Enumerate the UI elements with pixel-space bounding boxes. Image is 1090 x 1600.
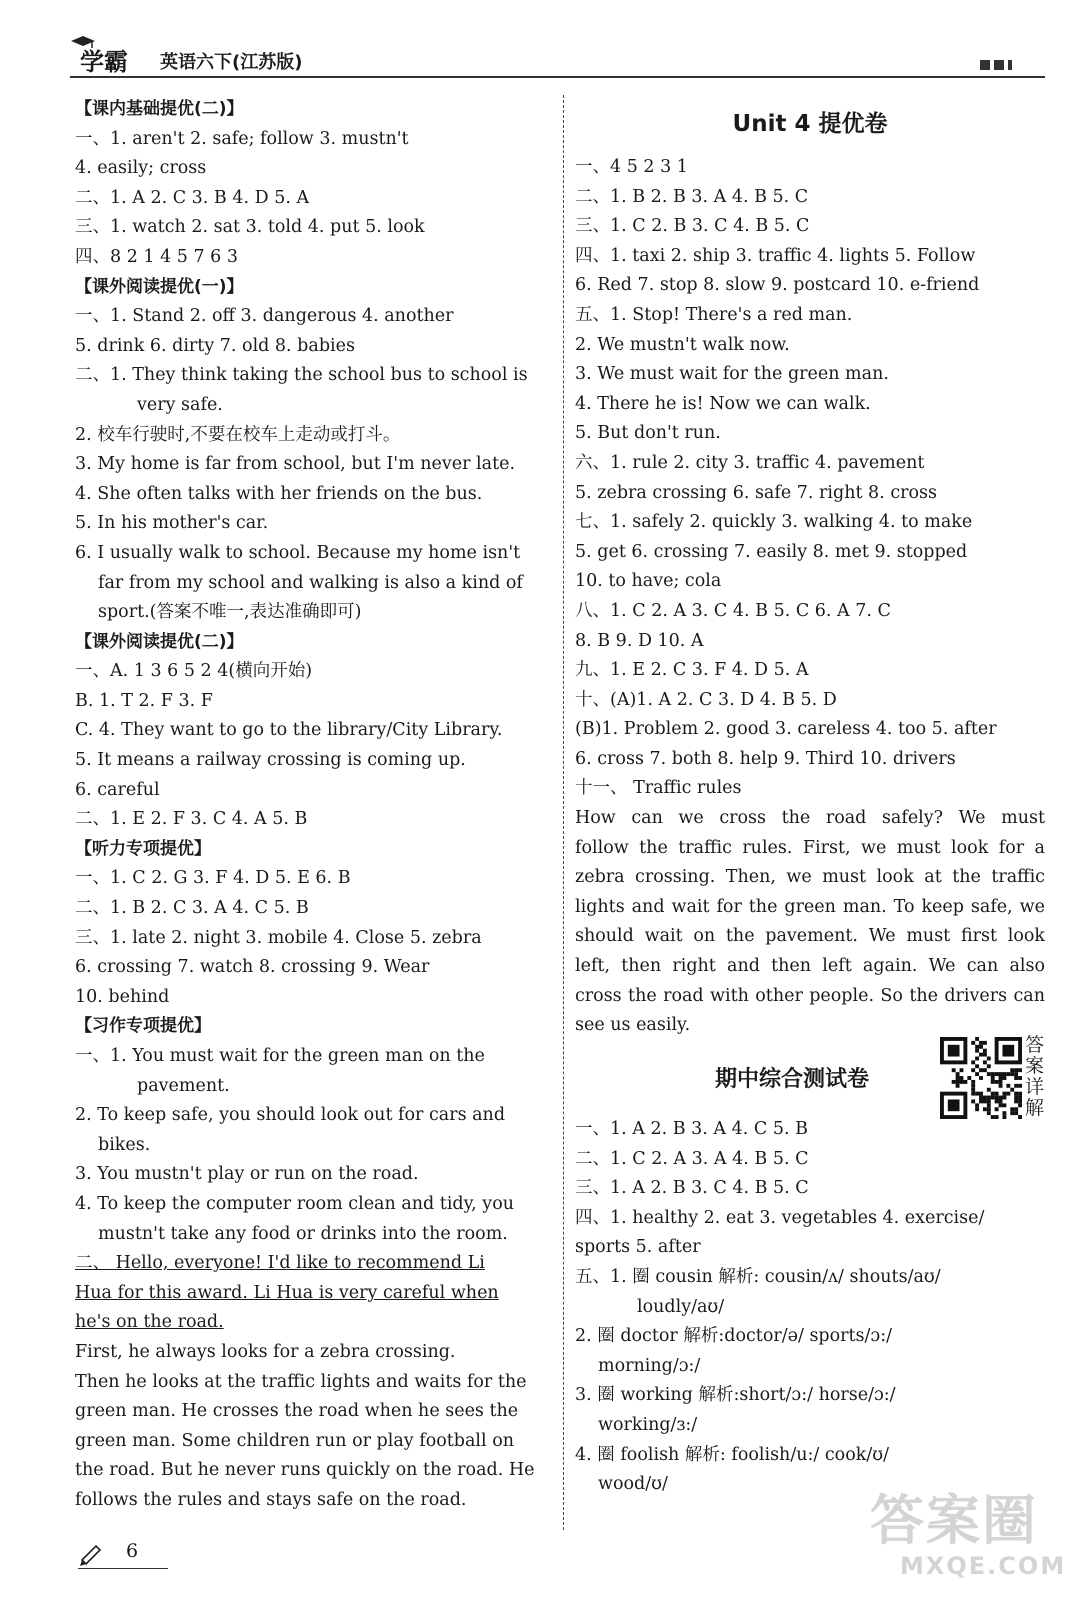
header-decor-block xyxy=(994,60,1004,70)
answer-line: First, he always looks for a zebra crossing. xyxy=(75,1341,456,1362)
answer-line: 三、1. C 2. B 3. C 4. B 5. C xyxy=(575,216,810,237)
answer-line: 一、1. C 2. G 3. F 4. D 5. E 6. B xyxy=(75,868,351,889)
answer-line: Then he looks at the traffic lights and waits for the xyxy=(75,1371,527,1392)
answer-line: 四、1. taxi 2. ship 3. traffic 4. lights 5. Follow xyxy=(575,245,976,266)
answer-line: 2. To keep safe, you should look out for cars and xyxy=(75,1105,506,1126)
answer-line: 二、1. B 2. B 3. A 4. B 5. C xyxy=(575,186,809,207)
answer-line: working/ɜ:/ xyxy=(598,1414,698,1435)
answer-line: very safe. xyxy=(137,394,223,415)
answer-line: follow the traffic rules. First, we must look for a xyxy=(575,837,1045,858)
answer-line: 10. to have; cola xyxy=(575,571,722,592)
answer-line: the road. But he never runs quickly on the road. He xyxy=(75,1460,535,1481)
section-heading: 【课外阅读提优(一)】 xyxy=(75,276,244,297)
answer-line: 七、1. safely 2. quickly 3. walking 4. to make xyxy=(575,512,973,533)
watermark: 答案圈 xyxy=(870,1489,1038,1552)
header-rule xyxy=(70,76,1045,78)
answer-line: 二、1. B 2. C 3. A 4. C 5. B xyxy=(75,898,309,919)
answer-line: 3. You mustn't play or run on the road. xyxy=(75,1164,419,1185)
answer-line: 6. Red 7. stop 8. slow 9. postcard 10. e-friend xyxy=(575,275,980,296)
answer-line: 六、1. rule 2. city 3. traffic 4. pavement xyxy=(575,452,925,473)
answer-line: mustn't take any food or drinks into the room. xyxy=(98,1223,508,1244)
answer-line: 四、8 2 1 4 5 7 6 3 xyxy=(75,246,239,267)
section-heading: 【课外阅读提优(二)】 xyxy=(75,631,244,652)
answer-line: C. 4. They want to go to the library/City Library. xyxy=(75,720,503,741)
answer-line: 二、1. A 2. C 3. B 4. D 5. A xyxy=(75,187,310,208)
answer-line: loudly/aʊ/ xyxy=(637,1296,725,1317)
answer-line: 3. We must wait for the green man. xyxy=(575,364,889,385)
answer-line: 4. She often talks with her friends on the bus. xyxy=(75,483,483,504)
answer-line: 4. 圈 foolish 解析: foolish/u:/ cook/ʊ/ xyxy=(575,1444,889,1465)
answer-line: 6. I usually walk to school. Because my home isn't xyxy=(75,542,521,563)
answer-line: should wait on the pavement. We must first look xyxy=(575,926,1045,947)
midterm-answers xyxy=(575,1115,1045,1500)
answer-line: 5. But don't run. xyxy=(575,423,721,444)
answer-line: 5. In his mother's car. xyxy=(75,513,269,534)
answer-line: 6. cross 7. both 8. help 9. Third 10. drivers xyxy=(575,748,956,769)
header-decor-block xyxy=(980,60,990,70)
answer-line: 2. 校车行驶时,不要在校车上走动或打斗。 xyxy=(75,424,401,445)
answer-line: 五、1. Stop! There's a red man. xyxy=(575,304,853,325)
answer-line: he's on the road. xyxy=(75,1312,224,1333)
brand-logo: 学霸 xyxy=(80,48,128,76)
answer-line: zebra crossing. Then, we must look at the traffic xyxy=(575,867,1045,888)
answer-line: pavement. xyxy=(137,1075,230,1096)
footer-rule xyxy=(78,1568,168,1569)
answer-line: 5. get 6. crossing 7. easily 8. met 9. stopped xyxy=(575,541,968,562)
pencil-icon xyxy=(78,1542,104,1566)
answer-line: Hua for this award. Li Hua is very careful when xyxy=(75,1282,499,1303)
answer-line: 5. It means a railway crossing is coming up. xyxy=(75,750,466,771)
answer-line: follows the rules and stays safe on the road. xyxy=(75,1489,467,1510)
answer-line: lights and wait for the green man. To keep safe, we xyxy=(575,896,1045,917)
answer-line: 2. 圈 doctor 解析:doctor/ə/ sports/ɔ:/ xyxy=(575,1326,893,1347)
section-heading: 【听力专项提优】 xyxy=(75,838,211,859)
answer-line: wood/ʊ/ xyxy=(598,1474,668,1495)
answer-line: green man. Some children run or play football on xyxy=(75,1430,514,1451)
answer-line: 8. B 9. D 10. A xyxy=(575,630,704,651)
answer-line: 三、1. late 2. night 3. mobile 4. Close 5. zebra xyxy=(75,927,482,948)
answer-line: 二、1. E 2. F 3. C 4. A 5. B xyxy=(75,809,308,830)
answer-line: 4. easily; cross xyxy=(75,158,207,179)
answer-line: 5. zebra crossing 6. safe 7. right 8. cross xyxy=(575,482,937,503)
section-heading: 【习作专项提优】 xyxy=(75,1016,211,1037)
answer-line: 3. My home is far from school, but I'm never late. xyxy=(75,454,516,475)
answer-line: morning/ɔ:/ xyxy=(598,1355,701,1376)
header-decor-block xyxy=(1008,60,1012,70)
answer-line: sports 5. after xyxy=(575,1237,701,1258)
answer-line: 一、1. Stand 2. off 3. dangerous 4. another xyxy=(75,306,454,327)
answer-line: 一、A. 1 3 6 5 2 4(横向开始) xyxy=(75,661,313,682)
answer-line: 10. behind xyxy=(75,986,170,1007)
watermark-url: MXQE.COM xyxy=(900,1552,1067,1580)
qr-code-icon xyxy=(940,1037,1022,1119)
answer-line: cross the road with other people. So the drivers can xyxy=(575,985,1045,1006)
answer-line: 十、(A)1. A 2. C 3. D 4. B 5. D xyxy=(575,689,837,710)
answer-line: 九、1. E 2. C 3. F 4. D 5. A xyxy=(575,660,809,681)
answer-line: How can we cross the road safely? We must xyxy=(575,808,1045,829)
answer-line: see us easily. xyxy=(575,1015,691,1036)
answer-line: left, then right and then left again. We can also xyxy=(575,956,1045,977)
book-title: 英语六下(江苏版) xyxy=(160,52,303,73)
page-number: 6 xyxy=(126,1540,139,1562)
answer-line: 5. drink 6. dirty 7. old 8. babies xyxy=(75,335,355,356)
midterm-title: 期中综合测试卷 xyxy=(715,1067,870,1092)
column-divider xyxy=(563,95,564,1530)
answer-line: 五、1. 圈 cousin 解析: cousin/ʌ/ shouts/aʊ/ xyxy=(575,1266,941,1287)
answer-line: 4. There he is! Now we can walk. xyxy=(575,393,871,414)
answer-line: 三、1. watch 2. sat 3. told 4. put 5. look xyxy=(75,217,425,238)
answer-line: far from my school and walking is also a kind of xyxy=(98,572,523,593)
answer-line: 2. We mustn't walk now. xyxy=(575,334,790,355)
answer-line: 一、1. aren't 2. safe; follow 3. mustn't xyxy=(75,128,409,149)
answer-line: (B)1. Problem 2. good 3. careless 4. too 5. after xyxy=(575,719,997,740)
answer-line: bikes. xyxy=(98,1134,151,1155)
answer-line: sport.(答案不唯一,表达准确即可) xyxy=(98,602,362,623)
answer-line: B. 1. T 2. F 3. F xyxy=(75,690,213,711)
unit-title: Unit 4 提优卷 xyxy=(732,111,888,137)
answer-line: 四、1. healthy 2. eat 3. vegetables 4. exercise/ xyxy=(575,1207,985,1228)
answer-line: 6. careful xyxy=(75,779,160,800)
right-answer-column xyxy=(575,95,1045,1041)
answer-line: 一、1. A 2. B 3. A 4. C 5. B xyxy=(575,1119,808,1139)
left-answer-column xyxy=(75,95,550,1516)
answer-line: 4. To keep the computer room clean and tidy, you xyxy=(75,1193,514,1214)
qr-label: 答案详解 xyxy=(1025,1034,1045,1119)
answer-line: 二、1. They think taking the school bus to school is xyxy=(75,365,528,386)
answer-line: green man. He crosses the road when he sees the xyxy=(75,1401,519,1422)
page-footer xyxy=(78,1540,168,1570)
answer-line: 二、1. C 2. A 3. A 4. B 5. C xyxy=(575,1148,809,1169)
section-heading: 【课内基础提优(二)】 xyxy=(75,99,244,119)
answer-line: 二、 Hello, everyone! I'd like to recommend Li xyxy=(75,1253,485,1274)
answer-line: 3. 圈 working 解析:short/ɔ:/ horse/ɔ:/ xyxy=(575,1385,896,1406)
answer-line: 一、1. You must wait for the green man on the xyxy=(75,1046,485,1066)
answer-line: 十一、 Traffic rules xyxy=(575,778,742,799)
answer-line: 三、1. A 2. B 3. C 4. B 5. C xyxy=(575,1178,809,1199)
answer-line: 6. crossing 7. watch 8. crossing 9. Wear xyxy=(75,957,430,978)
page-header xyxy=(70,40,1045,80)
answer-line: 八、1. C 2. A 3. C 4. B 5. C 6. A 7. C xyxy=(575,600,891,621)
unit4-answers xyxy=(575,153,1045,1041)
answer-line: 一、4 5 2 3 1 xyxy=(575,157,688,177)
